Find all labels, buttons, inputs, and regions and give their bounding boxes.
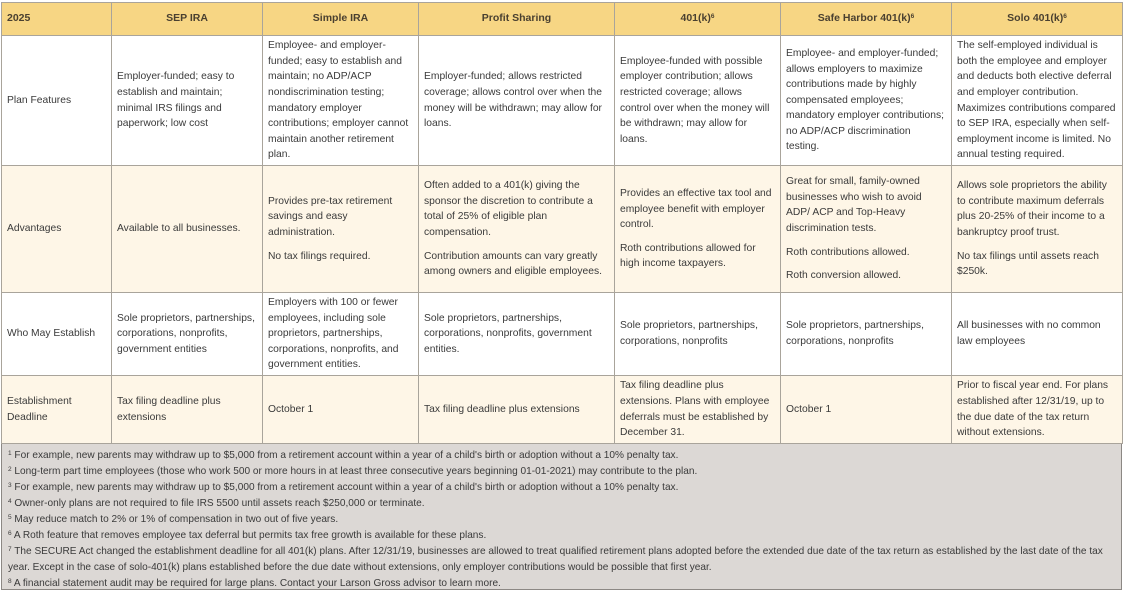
cell-text: Contribution amounts can vary greatly among owners and eligible employees. [424, 250, 603, 278]
cell-text: Allows sole proprietors the ability to contribute maximum deferrals plus 20-25% of their income to a bankruptcy proof trust. [957, 180, 1107, 238]
footnote [8, 480, 1115, 496]
footnote [8, 496, 1115, 512]
footnotes-panel [1, 444, 1122, 590]
table-cell [112, 376, 263, 444]
table-cell [419, 36, 615, 166]
footnote-number: 1 [8, 450, 12, 457]
table-cell [615, 293, 781, 376]
cell-text: Tax filing deadline plus extensions [117, 395, 221, 423]
table-row-establishment-deadline [2, 376, 1123, 444]
cell-text: Prior to fiscal year end. For plans established after 12/31/19, up to the due date of the tax return without extensions. [957, 380, 1109, 439]
footnote-number: 7 [8, 546, 12, 553]
table-cell [615, 36, 781, 166]
cell-text: Provides an effective tax tool and employee benefit with employer control. [620, 188, 772, 231]
table-cell [112, 166, 263, 293]
cell-text: Employee- and employer-funded; easy to establish and maintain; no ADP/ACP nondiscrimination testing; mandatory employer contributions; employer cannot maintain another retirement plan. [268, 40, 409, 161]
table-cell [263, 293, 419, 376]
row-label: Advantages [2, 166, 112, 293]
table-cell [419, 166, 615, 293]
column-header-label: 401(k) [680, 12, 711, 25]
table-row-advantages [2, 166, 1123, 293]
retirement-plan-comparison [1, 2, 1122, 590]
table-cell [263, 166, 419, 293]
table-cell [781, 376, 952, 444]
table-cell [781, 36, 952, 166]
cell-text: Sole proprietors, partnerships, corporations, nonprofits [786, 320, 924, 347]
column-header-label: Simple IRA [312, 12, 369, 25]
footnote-text: Owner-only plans are not required to file IRS 5500 until assets reach $250,000 or terminate. [11, 498, 425, 509]
cell-text: Employer-funded; allows restricted coverage; allows control over when the money will be withdrawn; may allow for loans. [424, 71, 603, 130]
table-cell [615, 376, 781, 444]
table-cell [419, 376, 615, 444]
cell-text: Often added to a 401(k) giving the sponsor the discretion to contribute a total of 25% of eligible plan compensation. [424, 180, 593, 238]
cell-text: Roth contributions allowed. [786, 246, 910, 258]
footnote-number: 8 [8, 578, 12, 585]
footnote-number: 4 [8, 498, 12, 505]
footnote-number: 2 [8, 466, 12, 473]
row-label: Who May Establish [2, 293, 112, 376]
cell-text: October 1 [268, 403, 314, 415]
footnote-ref: 6 [710, 13, 715, 21]
column-header-label: Solo 401(k) [1007, 12, 1064, 25]
column-header [781, 3, 952, 36]
cell-text: The self-employed individual is both the employee and employer and deducts both elective deferral and employer contribution. Maximizes contributions compared to SEP IRA, especially when self-employment income is limited. No annual testing required. [957, 40, 1116, 161]
footnote-number: 6 [8, 530, 12, 537]
table-cell [952, 376, 1123, 444]
header-row [2, 3, 1123, 36]
footnote [8, 464, 1115, 480]
cell-text: Roth conversion allowed. [786, 270, 902, 282]
cell-text: Employee-funded with possible employer contribution; allows restricted coverage; allows control over when the money will be withdrawn; may allow for loans. [620, 55, 770, 145]
footnote-text: May reduce match to 2% or 1% of compensation in two out of five years. [11, 514, 339, 525]
year-header: 2025 [2, 3, 112, 36]
table-cell [112, 36, 263, 166]
footnote-text: Long-term part time employees (those who work 500 or more hours in at least three consecutive years beginning 01-01-2021) may contribute to the plan. [11, 466, 698, 477]
column-header-label: SEP IRA [166, 12, 208, 25]
table-cell [615, 166, 781, 293]
cell-text: Tax filing deadline plus extensions [424, 403, 580, 415]
table-cell [952, 293, 1123, 376]
table-cell [952, 36, 1123, 166]
table-cell [781, 293, 952, 376]
cell-text: Employers with 100 or fewer employees, including sole proprietors, partnerships, corporations, nonprofits, and government entities. [268, 297, 399, 371]
footnote-number: 3 [8, 482, 12, 489]
cell-text: Roth contributions allowed for high income taxpayers. [620, 242, 756, 270]
cell-text: No tax filings until assets reach $250k. [957, 250, 1099, 278]
footnote-text: For example, new parents may withdraw up to $5,000 from a retirement account within a year of a child's birth or adoption without a 10% penalty tax. [11, 450, 679, 461]
cell-text: Employee- and employer-funded; allows employers to maximize contributions made by highly compensated employees; mandatory employer contributions; no ADP/ACP discrimination testing. [786, 47, 944, 153]
table-cell [263, 376, 419, 444]
column-header [615, 3, 781, 36]
row-label: Plan Features [2, 36, 112, 166]
plan-comparison-table [1, 2, 1123, 444]
column-header-label: Safe Harbor 401(k) [817, 12, 911, 25]
cell-text: Employer-funded; easy to establish and maintain; minimal IRS filings and paperwork; low cost [117, 71, 235, 130]
cell-text: Tax filing deadline plus extensions. Plans with employee deferrals must be established by December 31. [620, 380, 770, 439]
table-cell [112, 293, 263, 376]
column-header [952, 3, 1123, 36]
cell-text: Sole proprietors, partnerships, corporations, nonprofits, government entities. [424, 312, 592, 355]
footnote [8, 512, 1115, 528]
footnote-ref: 6 [1063, 13, 1067, 21]
table-cell [952, 166, 1123, 293]
cell-text: Provides pre-tax retirement savings and easy administration. [268, 195, 393, 238]
table-cell [263, 36, 419, 166]
footnote-text: For example, new parents may withdraw up to $5,000 from a retirement account within a year of a child's birth or adoption without a 10% penalty tax. [11, 482, 679, 493]
table-row-who-may-establish [2, 293, 1123, 376]
cell-text: Available to all businesses. [117, 223, 241, 235]
footnote [8, 544, 1115, 576]
cell-text: Sole proprietors, partnerships, corporations, nonprofits [620, 320, 758, 347]
footnote [8, 448, 1115, 464]
cell-text: No tax filings required. [268, 250, 371, 262]
column-header-label: Profit Sharing [481, 12, 552, 25]
table-cell [781, 166, 952, 293]
footnote [8, 576, 1115, 592]
footnote-number: 5 [8, 514, 12, 521]
footnote-text: The SECURE Act changed the establishment deadline for all 401(k) plans. After 12/31/19, businesses are allowed to treat qualified retirement plans adopted before the extended due date of the tax return as established by the last date of the tax year. Except in the case of solo-401(k) plans established before the due date without extensions, only employer contributions would be possible that first year. [8, 546, 1103, 573]
column-header [112, 3, 263, 36]
table-row-plan-features [2, 36, 1123, 166]
cell-text: All businesses with no common law employees [957, 320, 1101, 347]
cell-text: Sole proprietors, partnerships, corporations, nonprofits, government entities [117, 312, 255, 355]
table-cell [419, 293, 615, 376]
row-label: Establishment Deadline [2, 376, 112, 444]
column-header [419, 3, 615, 36]
footnote-ref: 6 [910, 13, 915, 21]
cell-text: October 1 [786, 403, 832, 415]
footnote-text: A financial statement audit may be required for large plans. Contact your Larson Gross advisor to learn more. [11, 578, 501, 589]
column-header [263, 3, 419, 36]
footnote [8, 528, 1115, 544]
cell-text: Great for small, family-owned businesses who wish to avoid ADP/ ACP and Top-Heavy discrimination tests. [786, 176, 922, 234]
footnote-text: A Roth feature that removes employee tax deferral but permits tax free growth is available for these plans. [11, 530, 487, 541]
